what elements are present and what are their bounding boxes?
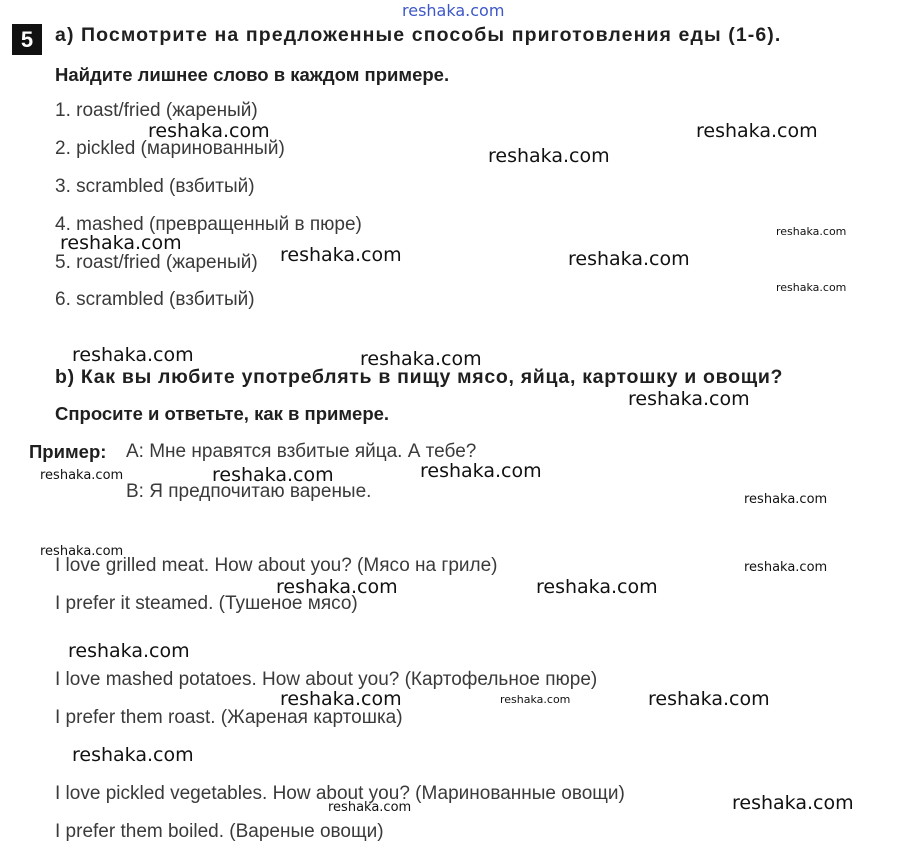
watermark: reshaka.com (696, 120, 818, 142)
watermark: reshaka.com (536, 576, 658, 598)
watermark: reshaka.com (280, 688, 402, 710)
list-item: 1. roast/fried (жареный) (55, 100, 258, 121)
dialogue-line: I prefer them roast. (Жареная картошка) (55, 707, 403, 728)
watermark: reshaka.com (60, 232, 182, 254)
watermark: reshaka.com (776, 281, 847, 294)
watermark: reshaka.com (500, 693, 571, 706)
dialogue-line: I love grilled meat. How about you? (Мясо на гриле) (55, 555, 498, 576)
watermark: reshaka.com (744, 560, 828, 575)
task-b-instruction: b) Как вы любите употреблять в пищу мясо, яйца, картошку и овощи? (55, 366, 784, 388)
watermark: reshaka.com (72, 344, 194, 366)
example-label: Пример: (29, 441, 107, 462)
watermark: reshaka.com (648, 688, 770, 710)
exercise-number: 5 (12, 24, 42, 55)
example-line-b: B: Я предпочитаю вареные. (126, 481, 372, 502)
dialogue-line: I love mashed potatoes. How about you? (Картофельное пюре) (55, 669, 598, 690)
watermark: reshaka.com (628, 388, 750, 410)
dialogue-line: I prefer it steamed. (Тушеное мясо) (55, 593, 358, 614)
watermark: reshaka.com (568, 248, 690, 270)
watermark: reshaka.com (732, 792, 854, 814)
list-item: 6. scrambled (взбитый) (55, 289, 255, 310)
watermark: reshaka.com (40, 544, 124, 559)
watermark: reshaka.com (280, 244, 402, 266)
dialogue-line: I love pickled vegetables. How about you? (Маринованные овощи) (55, 783, 625, 804)
watermark: reshaka.com (68, 640, 190, 662)
watermark: reshaka.com (420, 460, 542, 482)
list-item: 3. scrambled (взбитый) (55, 176, 255, 197)
dialogue-line: I prefer them boiled. (Вареные овощи) (55, 821, 384, 842)
list-item: 5. roast/fried (жареный) (55, 252, 258, 273)
watermark: reshaka.com (488, 145, 610, 167)
watermark: reshaka.com (776, 225, 847, 238)
example-line-a: A: Мне нравятся взбитые яйца. А тебе? (126, 441, 477, 462)
watermark: reshaka.com (72, 744, 194, 766)
task-a-subinstruction: Найдите лишнее слово в каждом примере. (55, 64, 450, 85)
list-item: 4. mashed (превращенный в пюре) (55, 214, 362, 235)
watermark: reshaka.com (328, 800, 412, 815)
watermark: reshaka.com (40, 468, 124, 483)
task-b-subinstruction: Спросите и ответьте, как в примере. (55, 403, 390, 424)
watermark: reshaka.com (360, 348, 482, 370)
header-watermark: reshaka.com (402, 1, 505, 20)
task-a-instruction: a) Посмотрите на предложенные способы приготовления еды (1-6). (55, 24, 782, 46)
watermark: reshaka.com (744, 492, 828, 507)
watermark: reshaka.com (212, 464, 334, 486)
list-item: 2. pickled (маринованный) (55, 138, 285, 159)
watermark: reshaka.com (148, 120, 270, 142)
watermark: reshaka.com (276, 576, 398, 598)
